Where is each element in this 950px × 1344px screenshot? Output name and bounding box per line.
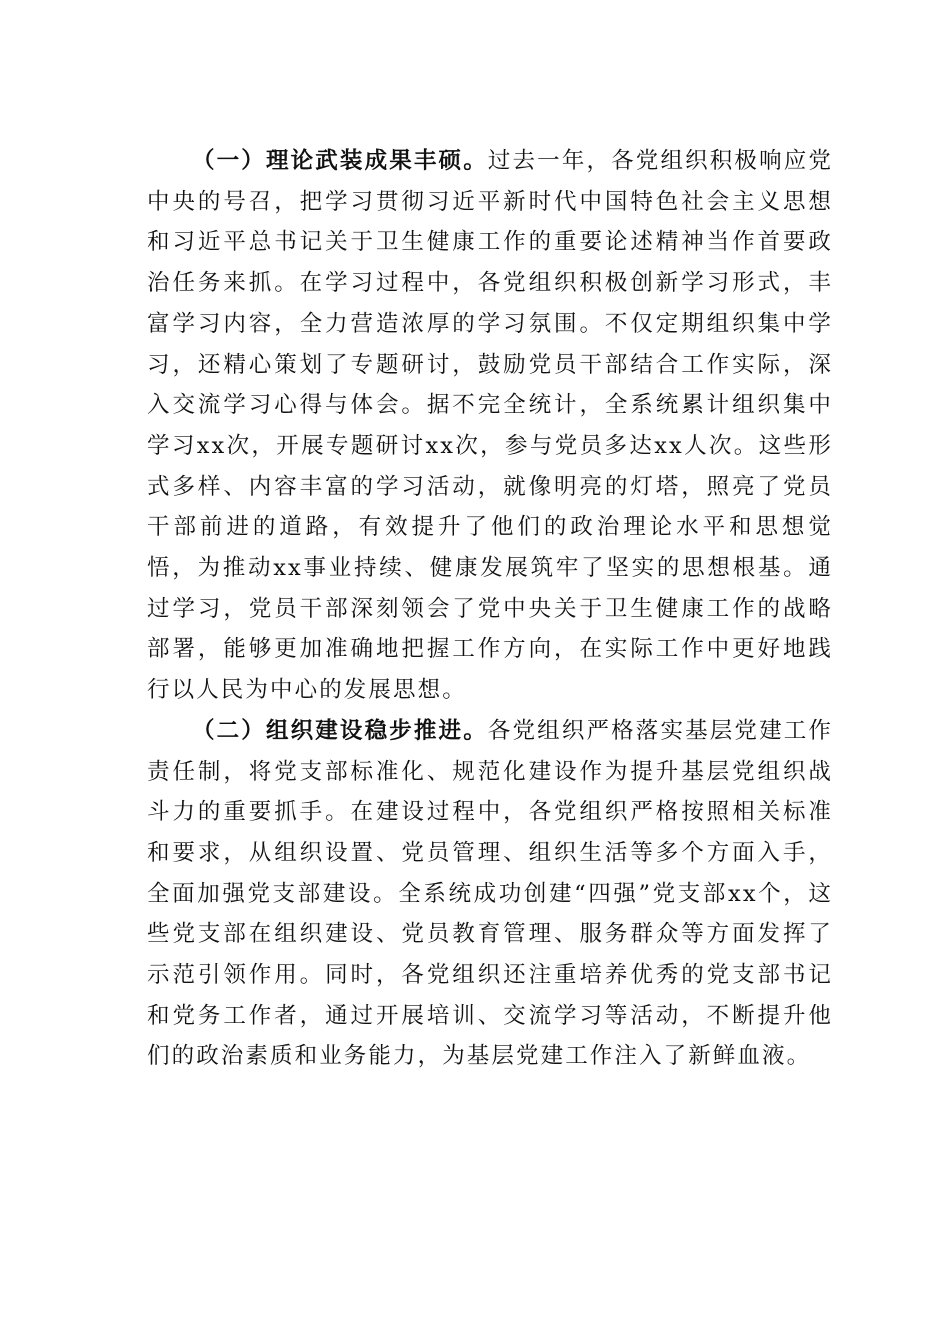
paragraph-body: 各党组织严格落实基层党建工作责任制，将党支部标准化、规范化建设作为提升基层党组织战斗力的重要抓手。在建设过程中，各党组织严格按照相关标准和要求，从组织设置、党员管理、组织生活等多个方面入手，全面加强党支部建设。全系统成功创建“四强”党支部xx个，这些党支部在组织建设、党员教育管理、服务群众等方面发挥了示范引领作用。同时，各党组织还注重培养优秀的党支部书记和党务工作者，通过开展培训、交流学习等活动，不断提升他们的政治素质和业务能力，为基层党建工作注入了新鲜血液。 — [147, 717, 833, 1070]
paragraph-theory-armament — [147, 141, 833, 711]
paragraph-organization-building — [147, 711, 833, 1077]
paragraph-body: 过去一年，各党组织积极响应党中央的号召，把学习贯彻习近平新时代中国特色社会主义思想和习近平总书记关于卫生健康工作的重要论述精神当作首要政治任务来抓。在学习过程中，各党组织积极创新学习形式，丰富学习内容，全力营造浓厚的学习氛围。不仅定期组织集中学习，还精心策划了专题研讨，鼓励党员干部结合工作实际，深入交流学习心得与体会。据不完全统计，全系统累计组织集中学习xx次，开展专题研讨xx次，参与党员多达xx人次。这些形式多样、内容丰富的学习活动，就像明亮的灯塔，照亮了党员干部前进的道路，有效提升了他们的政治理论水平和思想觉悟，为推动xx事业持续、健康发展筑牢了坚实的思想根基。通过学习，党员干部深刻领会了党中央关于卫生健康工作的战略部署，能够更加准确地把握工作方向，在实际工作中更好地践行以人民为中心的发展思想。 — [147, 148, 833, 704]
paragraph-heading: （一）理论武装成果丰硕。 — [192, 148, 488, 174]
paragraph-heading: （二）组织建设稳步推进。 — [192, 717, 488, 744]
document-body — [147, 141, 833, 1077]
